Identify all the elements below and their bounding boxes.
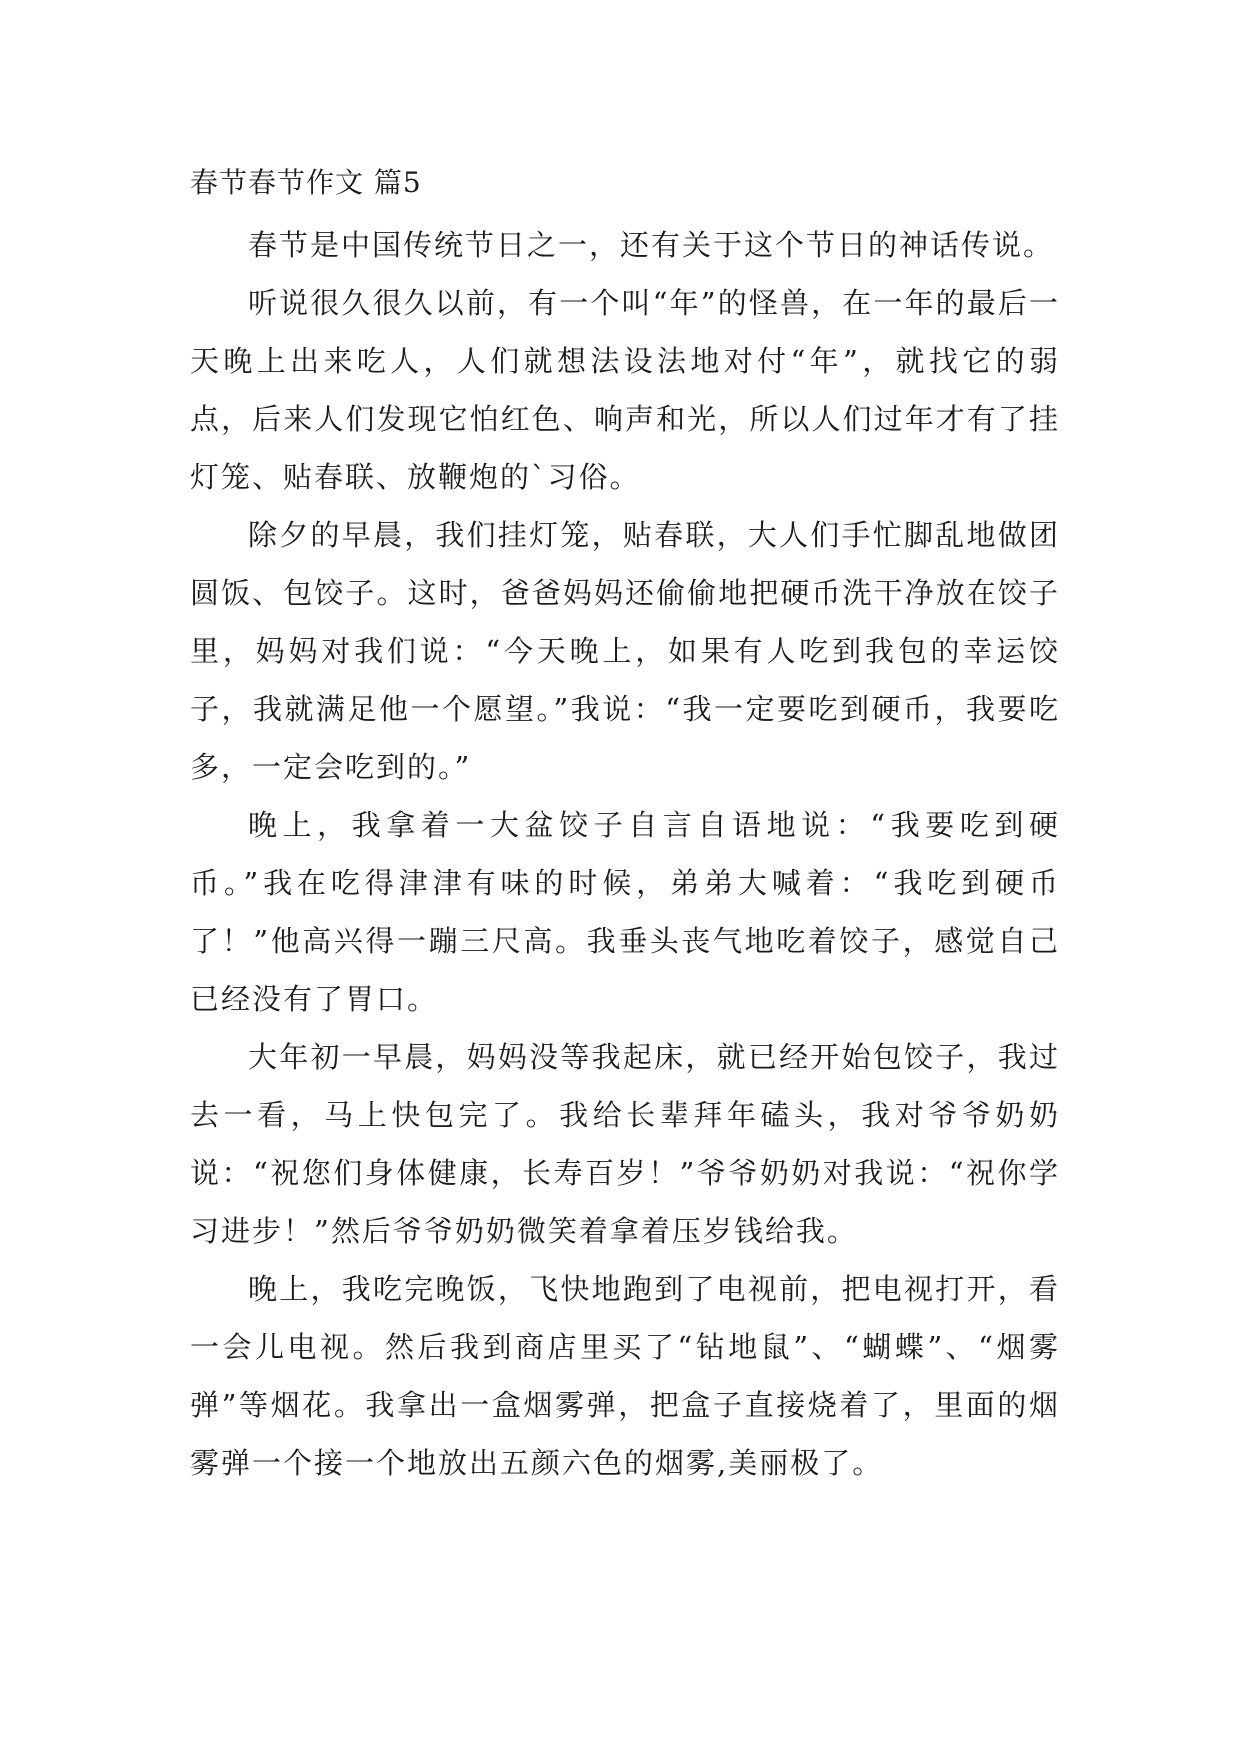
paragraph: 听说很久很久以前，有一个叫“年”的怪兽，在一年的最后一天晚上出来吃人，人们就想法设法地对付“年”，就找它的弱点，后来人们发现它怕红色、响声和光，所以人们过年才有了挂灯笼、贴春联、放鞭炮的`习俗。 xyxy=(190,286,1060,494)
document-title: 春节春节作文 篇5 xyxy=(190,166,422,199)
paragraph: 晚上，我拿着一大盆饺子自言自语地说：“我要吃到硬币。”我在吃得津津有味的时候，弟弟大喊着：“我吃到硬币了！”他高兴得一蹦三尺高。我垂头丧气地吃着饺子，感觉自己已经没有了胃口。 xyxy=(190,808,1060,1016)
paragraph: 春节是中国传统节日之一，还有关于这个节日的神话传说。 xyxy=(248,228,1055,262)
paragraph: 晚上，我吃完晚饭，飞快地跑到了电视前，把电视打开，看一会儿电视。然后我到商店里买了“钻地鼠”、“蝴蝶”、“烟雾弹”等烟花。我拿出一盒烟雾弹，把盒子直接烧着了，里面的烟雾弹一个接一个地放出五颜六色的烟雾,美丽极了。 xyxy=(190,1272,1060,1480)
document-body xyxy=(190,216,1060,1492)
paragraph: 除夕的早晨，我们挂灯笼，贴春联，大人们手忙脚乱地做团圆饭、包饺子。这时，爸爸妈妈还偷偷地把硬币洗干净放在饺子里，妈妈对我们说：“今天晚上，如果有人吃到我包的幸运饺子，我就满足他一个愿望。”我说：“我一定要吃到硬币，我要吃多，一定会吃到的。” xyxy=(190,518,1060,784)
paragraph: 大年初一早晨，妈妈没等我起床，就已经开始包饺子，我过去一看，马上快包完了。我给长辈拜年磕头，我对爷爷奶奶说：“祝您们身体健康，长寿百岁！”爷爷奶奶对我说：“祝你学习进步！”然后爷爷奶奶微笑着拿着压岁钱给我。 xyxy=(190,1040,1060,1248)
